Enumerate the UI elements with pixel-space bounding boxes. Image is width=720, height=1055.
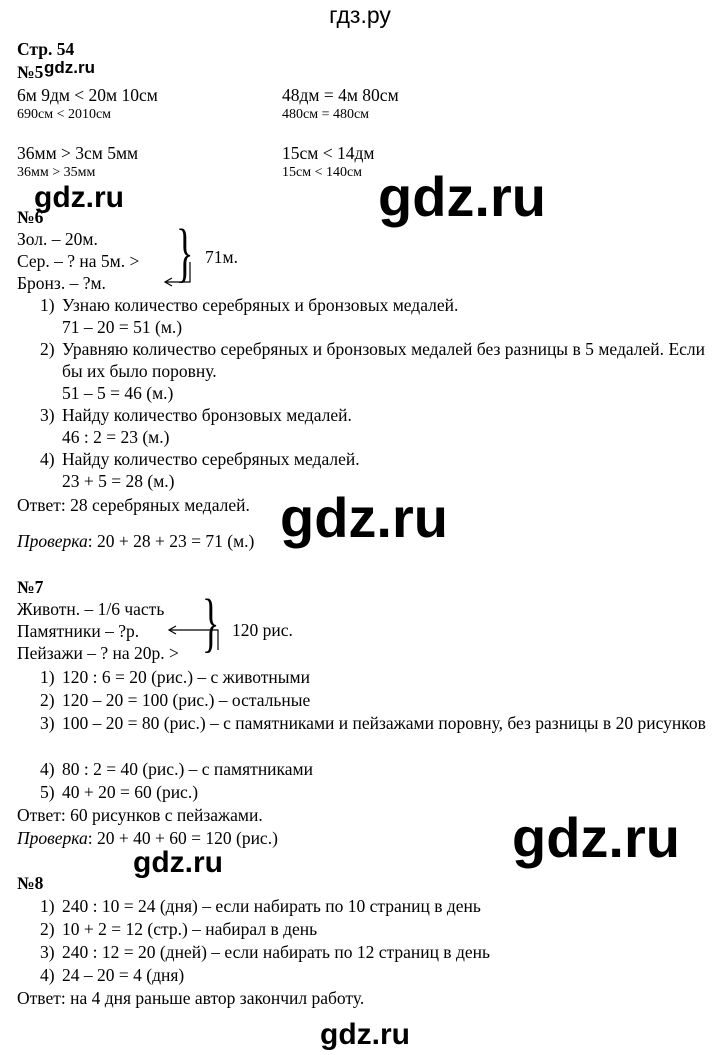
comparison-converted: 690см < 2010см (17, 107, 112, 122)
condition-total: 71м. (205, 247, 238, 267)
step-number: 1) (40, 295, 55, 315)
step-text: 40 + 20 = 60 (рис.) (62, 782, 199, 802)
step-text: Узнаю количество серебряных и бронзовых медалей. (62, 295, 459, 315)
step-text: 240 : 10 = 24 (дня) – если набирать по 10 страниц в день (62, 896, 481, 916)
step-text: Найду количество бронзовых медалей. (62, 405, 352, 425)
watermark: gdz.ru (512, 806, 680, 869)
comparison-converted: 480см = 480см (282, 107, 370, 122)
step-text: 120 : 6 = 20 (рис.) – с животными (62, 667, 310, 687)
step-text: 240 : 12 = 20 (дней) – если набирать по 12 страниц в день (62, 942, 490, 962)
check-text: : 20 + 40 + 60 = 120 (рис.) (87, 828, 278, 848)
step-number: 5) (40, 782, 55, 802)
task5-number: №5 (17, 62, 44, 82)
step-text: Найду количество серебряных медалей. (62, 449, 360, 469)
answer: Ответ: на 4 дня раньше автор закончил работу. (17, 988, 365, 1008)
comparison-converted: 36мм > 35мм (17, 165, 96, 180)
step-text: 100 – 20 = 80 (рис.) – с памятниками и пейзажами поровну, без разницы в 20 рисунков (62, 713, 706, 733)
step-text: 80 : 2 = 40 (рис.) – с памятниками (62, 759, 313, 779)
check-label: Проверка (17, 531, 88, 551)
step-number: 4) (40, 759, 55, 779)
watermark: gdz.ru (34, 181, 124, 214)
step-number: 3) (40, 942, 55, 962)
task8-number: №8 (17, 873, 44, 893)
page-title: Стр. 54 (17, 39, 75, 59)
comparison: 6м 9дм < 20м 10см (17, 85, 158, 105)
step-number: 2) (40, 690, 55, 710)
step-calc: 46 : 2 = 23 (м.) (62, 427, 170, 447)
step-number: 3) (40, 713, 55, 733)
condition-line: Бронз. – ?м. (17, 273, 106, 293)
condition-line: Пейзажи – ? на 20р. > (17, 643, 179, 663)
step-number: 1) (40, 896, 55, 916)
condition-total: 120 рис. (232, 620, 293, 640)
watermark: gdz.ru (320, 1018, 410, 1051)
check-label: Проверка (17, 828, 88, 848)
step-number: 2) (40, 919, 55, 939)
check-line (17, 827, 278, 849)
step-text: 24 – 20 = 4 (дня) (62, 965, 185, 985)
comparison: 48дм = 4м 80см (282, 85, 399, 105)
curly-brace-icon: } (176, 216, 194, 289)
step-calc: 51 – 5 = 46 (м.) (62, 383, 174, 403)
step-calc: 71 – 20 = 51 (м.) (62, 317, 183, 337)
step-number: 1) (40, 667, 55, 687)
watermark: gdz.ru (378, 165, 546, 228)
check-text: : 20 + 28 + 23 = 71 (м.) (87, 531, 255, 551)
answer: Ответ: 60 рисунков с пейзажами. (17, 805, 263, 825)
arrow-left-icon (164, 622, 228, 656)
step-calc: 23 + 5 = 28 (м.) (62, 471, 175, 491)
step-number: 2) (40, 339, 55, 359)
task7-number: №7 (17, 577, 44, 597)
step-text: Уравняю количество серебряных и бронзовых медалей без разницы в 5 медалей. Если бы их было поровну. (62, 339, 705, 381)
condition-line: Зол. – 20м. (17, 229, 98, 249)
answer: Ответ: 28 серебряных медалей. (17, 495, 250, 515)
comparison-converted: 15см < 140см (282, 165, 363, 180)
comparison: 36мм > 3см 5мм (17, 143, 139, 163)
step-text: 10 + 2 = 12 (стр.) – набирал в день (62, 919, 318, 939)
site-header: гдз.ру (329, 2, 391, 28)
comparison: 15см < 14дм (282, 143, 375, 163)
condition-line: Сер. – ? на 5м. > (17, 251, 140, 271)
condition-line: Памятники – ?р. (17, 621, 140, 641)
watermark: gdz.ru (44, 58, 95, 77)
watermark: gdz.ru (280, 486, 448, 549)
condition-line: Животн. – 1/6 часть (17, 599, 165, 619)
check-line (17, 530, 254, 552)
step-number: 3) (40, 405, 55, 425)
step-number: 4) (40, 965, 55, 985)
watermark: gdz.ru (133, 846, 223, 879)
curly-brace-icon: } (202, 586, 220, 659)
arrow-left-icon (160, 262, 200, 286)
task6-number: №6 (17, 207, 44, 227)
step-text: 120 – 20 = 100 (рис.) – остальные (62, 690, 311, 710)
step-number: 4) (40, 449, 55, 469)
